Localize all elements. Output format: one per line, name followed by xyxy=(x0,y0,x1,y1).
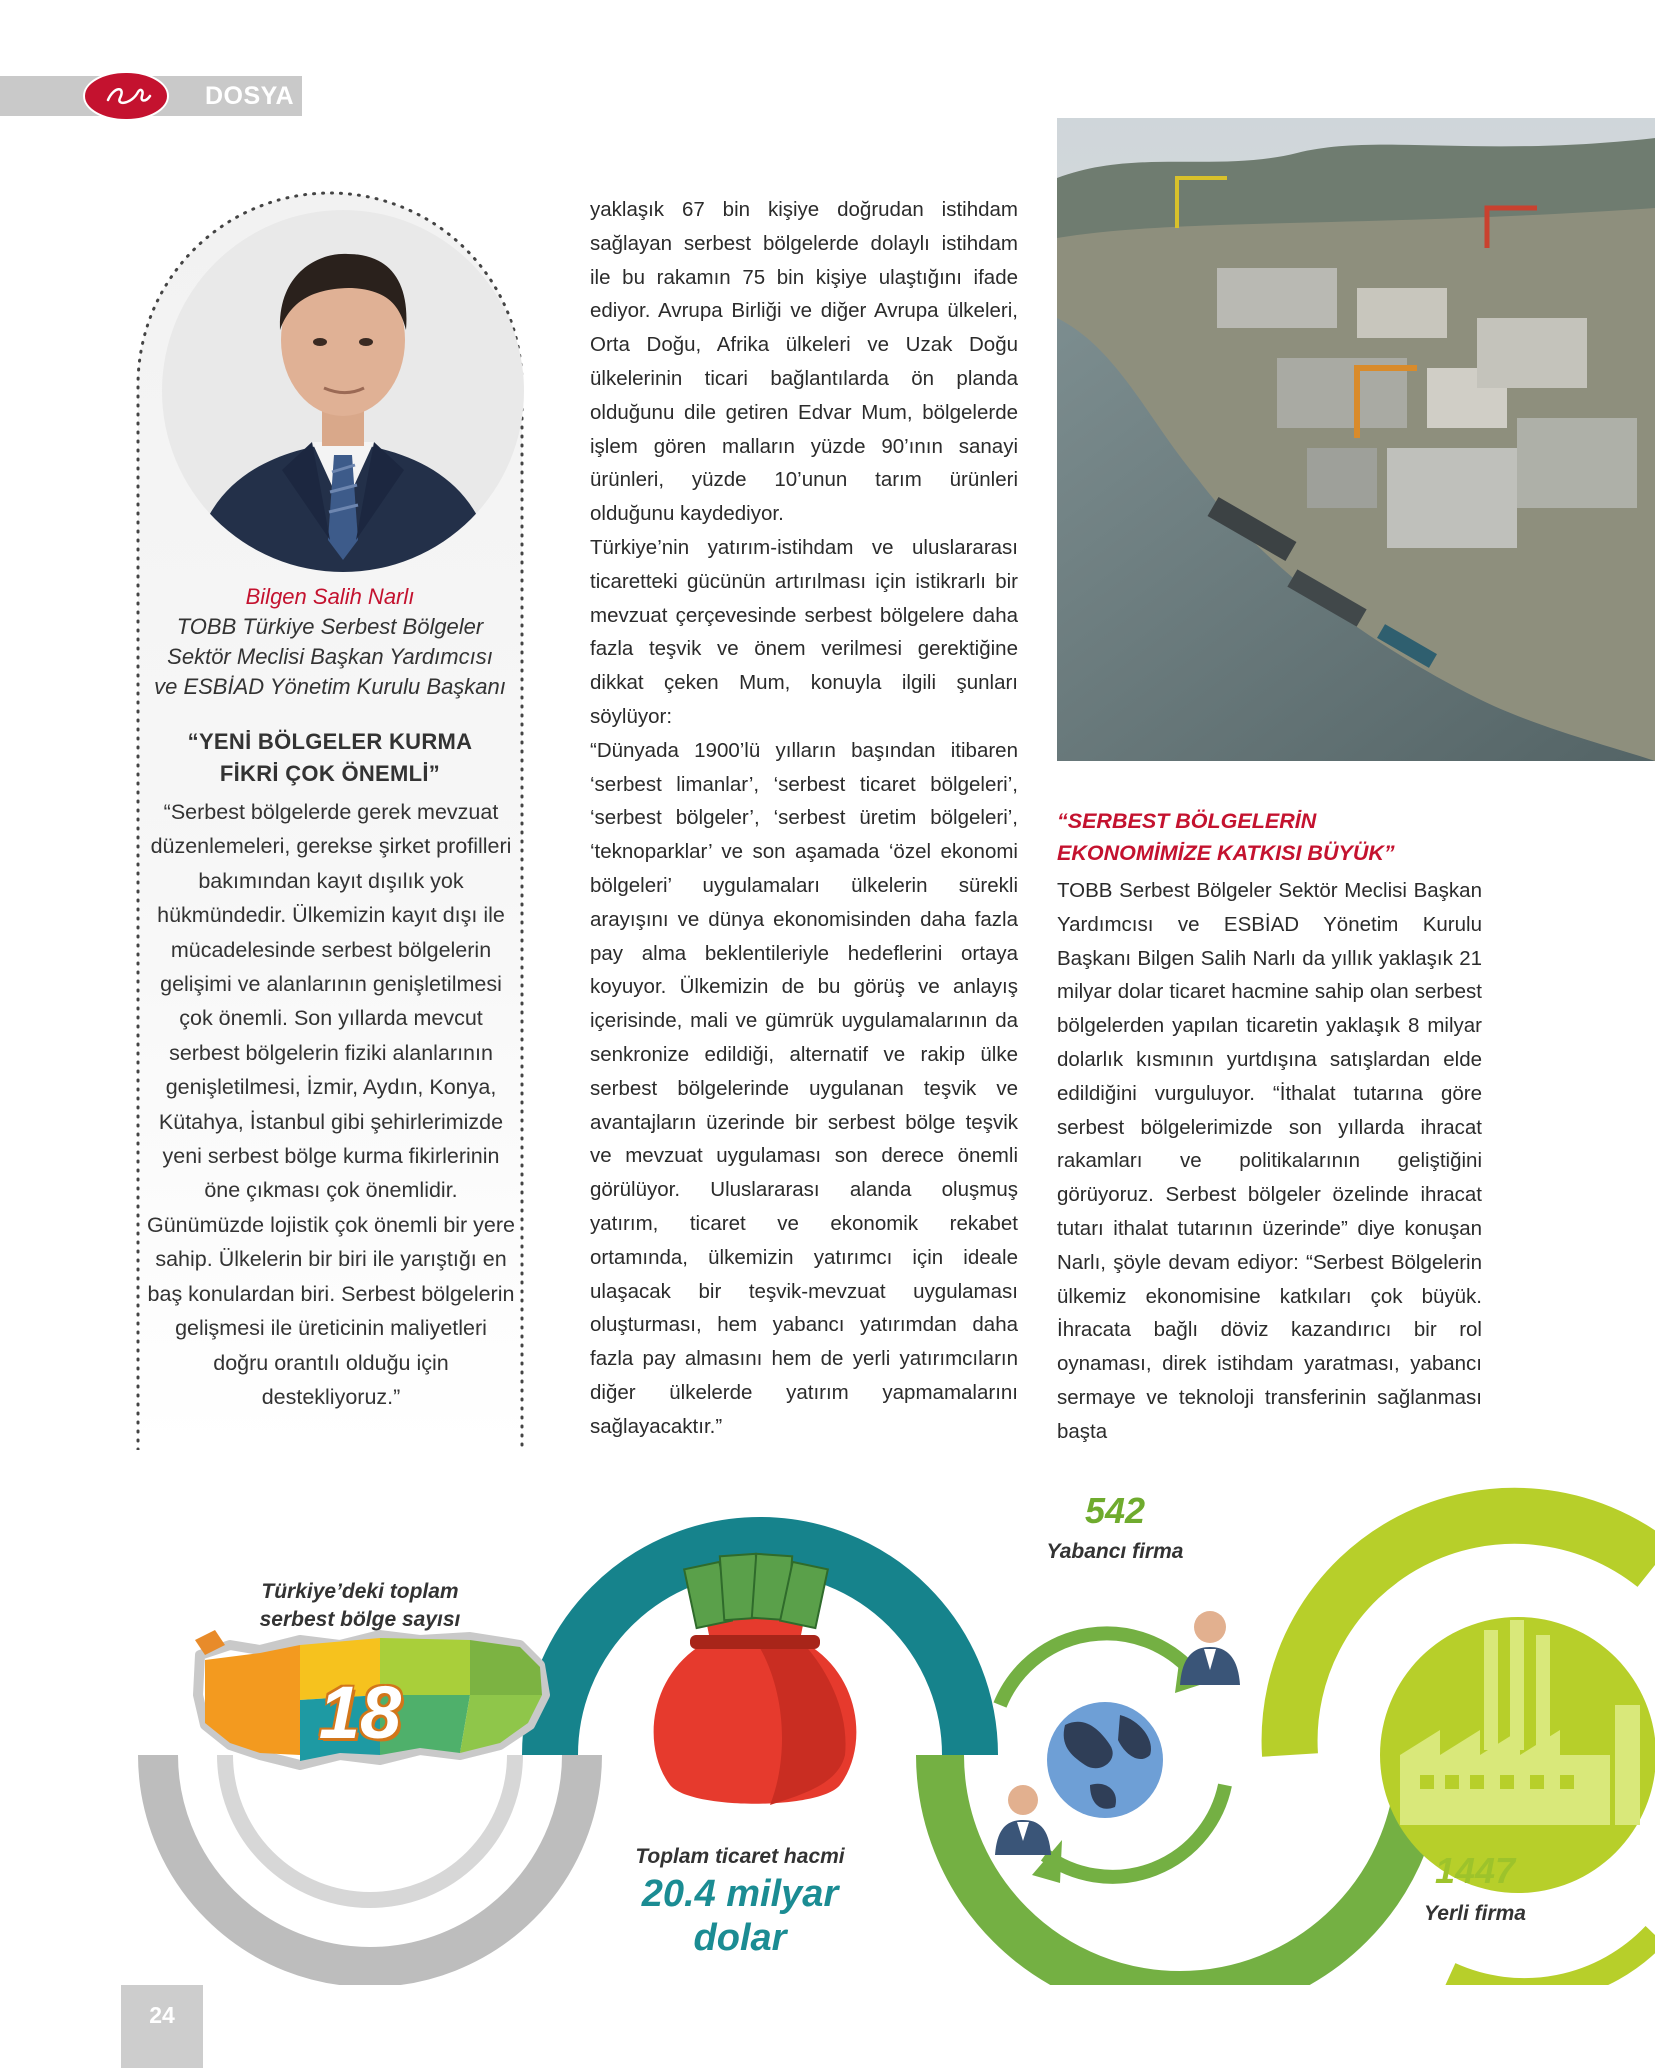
article-middle-column xyxy=(590,193,1018,1443)
article-paragraph: Türkiye’nin yatırım-istihdam ve uluslararası ticaretteki gücünün artırılması için istikrarlı bir mevzuat çerçevesinde serbest bölgelere daha fazla teşvik ve önem verilmesi gerektiğine dikkat çeken Mum, konuyla ilgili şunları söylüyor: xyxy=(590,535,1018,728)
quote-heading xyxy=(130,726,530,790)
quote-heading-line: FİKRİ ÇOK ÖNEMLİ” xyxy=(219,761,441,786)
foreign-firms-label: Yabancı firma xyxy=(1046,1540,1184,1563)
local-firms-label: Yerli firma xyxy=(1424,1902,1526,1925)
section-label: DOSYA xyxy=(205,82,295,110)
person-name: Bilgen Salih Narlı xyxy=(245,584,415,609)
businessman-icon xyxy=(1180,1611,1240,1685)
article-paragraph: yaklaşık 67 bin kişiye doğrudan istihdam sağlayan serbest bölgelerde dolaylı istihdam ile bu rakamın 75 bin kişiye ulaştığını ifade ediyor. Avrupa Birliği ve diğer Avrupa ülkeleri, Orta Doğu, Afrika ülkeleri ve Uzak Doğu ülkelerinin ticari bağlantılarda ön planda olduğunu dile getiren Edvar Mum, bölgelerde işlem gören malların yüzde 90’ının sanayi ürünleri, yüzde 10’unun tarım ürünleri olduğunu kaydediyor. xyxy=(590,198,1018,526)
trade-volume-value-line: 20.4 milyar xyxy=(641,1873,839,1915)
quote-text: “Serbest bölgelerde gerek mevzuat düzenlemeleri, gerekse şirket profilleri bakımından kayıt dışılık yok hükmündedir. Ülkemizin kayıt dışı ile mücadelesinde serbest bölgelerin gelişimi ve alanlarının genişletilmesi çok önemli. Son yıllarda mevcut serbest bölgelerin fiziki alanlarının genişletilmesi, İzmir, Aydın, Konya, Kütahya, İstanbul gibi şehirlerimizde yeni serbest bölge kurma fikirlerinin öne çıkması çok önemlidir. Günümüzde lojistik çok önemli bir yere sahip. Ülkelerin bir biri ile yarıştığı en baş konulardan biri. Serbest bölgelerin gelişmesi ile üreticinin maliyetleri doğru orantılı olduğu için destekliyoruz.” xyxy=(146,800,516,1409)
person-title xyxy=(130,612,530,702)
page-number: 24 xyxy=(149,2002,175,2028)
aerial-port-photo xyxy=(1057,118,1655,761)
right-section-heading-line: “SERBEST BÖLGELERİN xyxy=(1057,809,1317,833)
foreign-firms-value: 542 xyxy=(1084,1490,1146,1531)
person-title-line: Sektör Meclisi Başkan Yardımcısı xyxy=(167,644,493,669)
zones-count-value: 18 xyxy=(318,1671,402,1754)
article-paragraph: “Dünyada 1900’lü yılların başından itibaren ‘serbest limanlar’, ‘serbest ticaret bölgeleri’, ‘serbest bölgeler’, ‘serbest üretim bölgeleri’, ‘teknoparklar’ ve son aşamada ‘özel ekonomi bölgeleri’ uygulamaları ülkelerin sürekli arayışını ve dünya ekonomisinden daha fazla pay alma beklentileriyle hedeflerini ortaya koyuyor. Ülkemizin de bu görüş ve anlayış içerisinde, mali ve gümrük uygulamalarının da senkronize edildiği, alternatif ve rakip ülke serbest bölgelerinde uygulanan teşvik ve avantajların üzerinde bir serbest bölge teşvik ve mevzuat uygulaması son derece önemli görülüyor. Uluslararası alanda oluşmuş yatırım, ticaret ve ekonomik rekabet ortamında, ülkemizin yatırımcı için ideale ulaşacak bir teşvik-mevzuat uygulaması oluşturması, hem yabancı yatırımdan daha fazla pay almasını hem de yerli yatırımcıların diğer ülkelerde yatırım yapmamalarını sağlayacaktır.” xyxy=(590,738,1018,1438)
local-firms-value: 1447 xyxy=(1434,1850,1516,1891)
article-right-column xyxy=(1057,874,1482,1449)
portrait-photo xyxy=(162,210,524,572)
zones-count-label-line: Türkiye’deki toplam xyxy=(261,1580,459,1603)
quote-heading-line: “YENİ BÖLGELER KURMA xyxy=(187,729,473,754)
trade-volume-value xyxy=(600,1872,880,1960)
money-bag-icon xyxy=(654,1554,857,1805)
person-title-line: TOBB Türkiye Serbest Bölgeler xyxy=(176,614,484,639)
magazine-logo-icon xyxy=(80,68,172,124)
right-section-heading xyxy=(1057,805,1477,869)
right-section-heading-line: EKONOMİMİZE KATKISI BÜYÜK” xyxy=(1057,841,1395,865)
globe-icon xyxy=(1047,1702,1163,1818)
trade-volume-value-line: dolar xyxy=(693,1917,787,1959)
zones-count-label-line: serbest bölge sayısı xyxy=(259,1608,461,1631)
person-title-line: ve ESBİAD Yönetim Kurulu Başkanı xyxy=(154,674,506,699)
zones-count-label xyxy=(250,1578,470,1634)
article-paragraph: TOBB Serbest Bölgeler Sektör Meclisi Başkan Yardımcısı ve ESBİAD Yönetim Kurulu Başkanı Bilgen Salih Narlı da yıllık yaklaşık 21 milyar dolar ticaret hacmine sahip olan serbest bölgelerden yapılan ticaretin yaklaşık 8 milyar dolarlık kısmının yurtdışına satışlardan elde edildiğini vurguluyor. “İthalat tutarına göre serbest bölgelerimizde son yıllarda ihracat rakamları ve politikalarının geliştiğini görüyoruz. Serbest bölgeler özelinde ihracat tutarı ithalat tutarının üzerinde” diye konuşan Narlı, şöyle devam ediyor: “Serbest Bölgelerin ülkemiz ekonomisine katkıları çok büyük. İhracata bağlı döviz kazandırıcı bir rol oynaması, direk istihdam yaratması, yabancı sermaye ve teknoloji transferinin sağlanması başta xyxy=(1057,879,1482,1443)
businessman-icon xyxy=(995,1785,1051,1855)
trade-volume-label: Toplam ticaret hacmi xyxy=(635,1845,845,1868)
